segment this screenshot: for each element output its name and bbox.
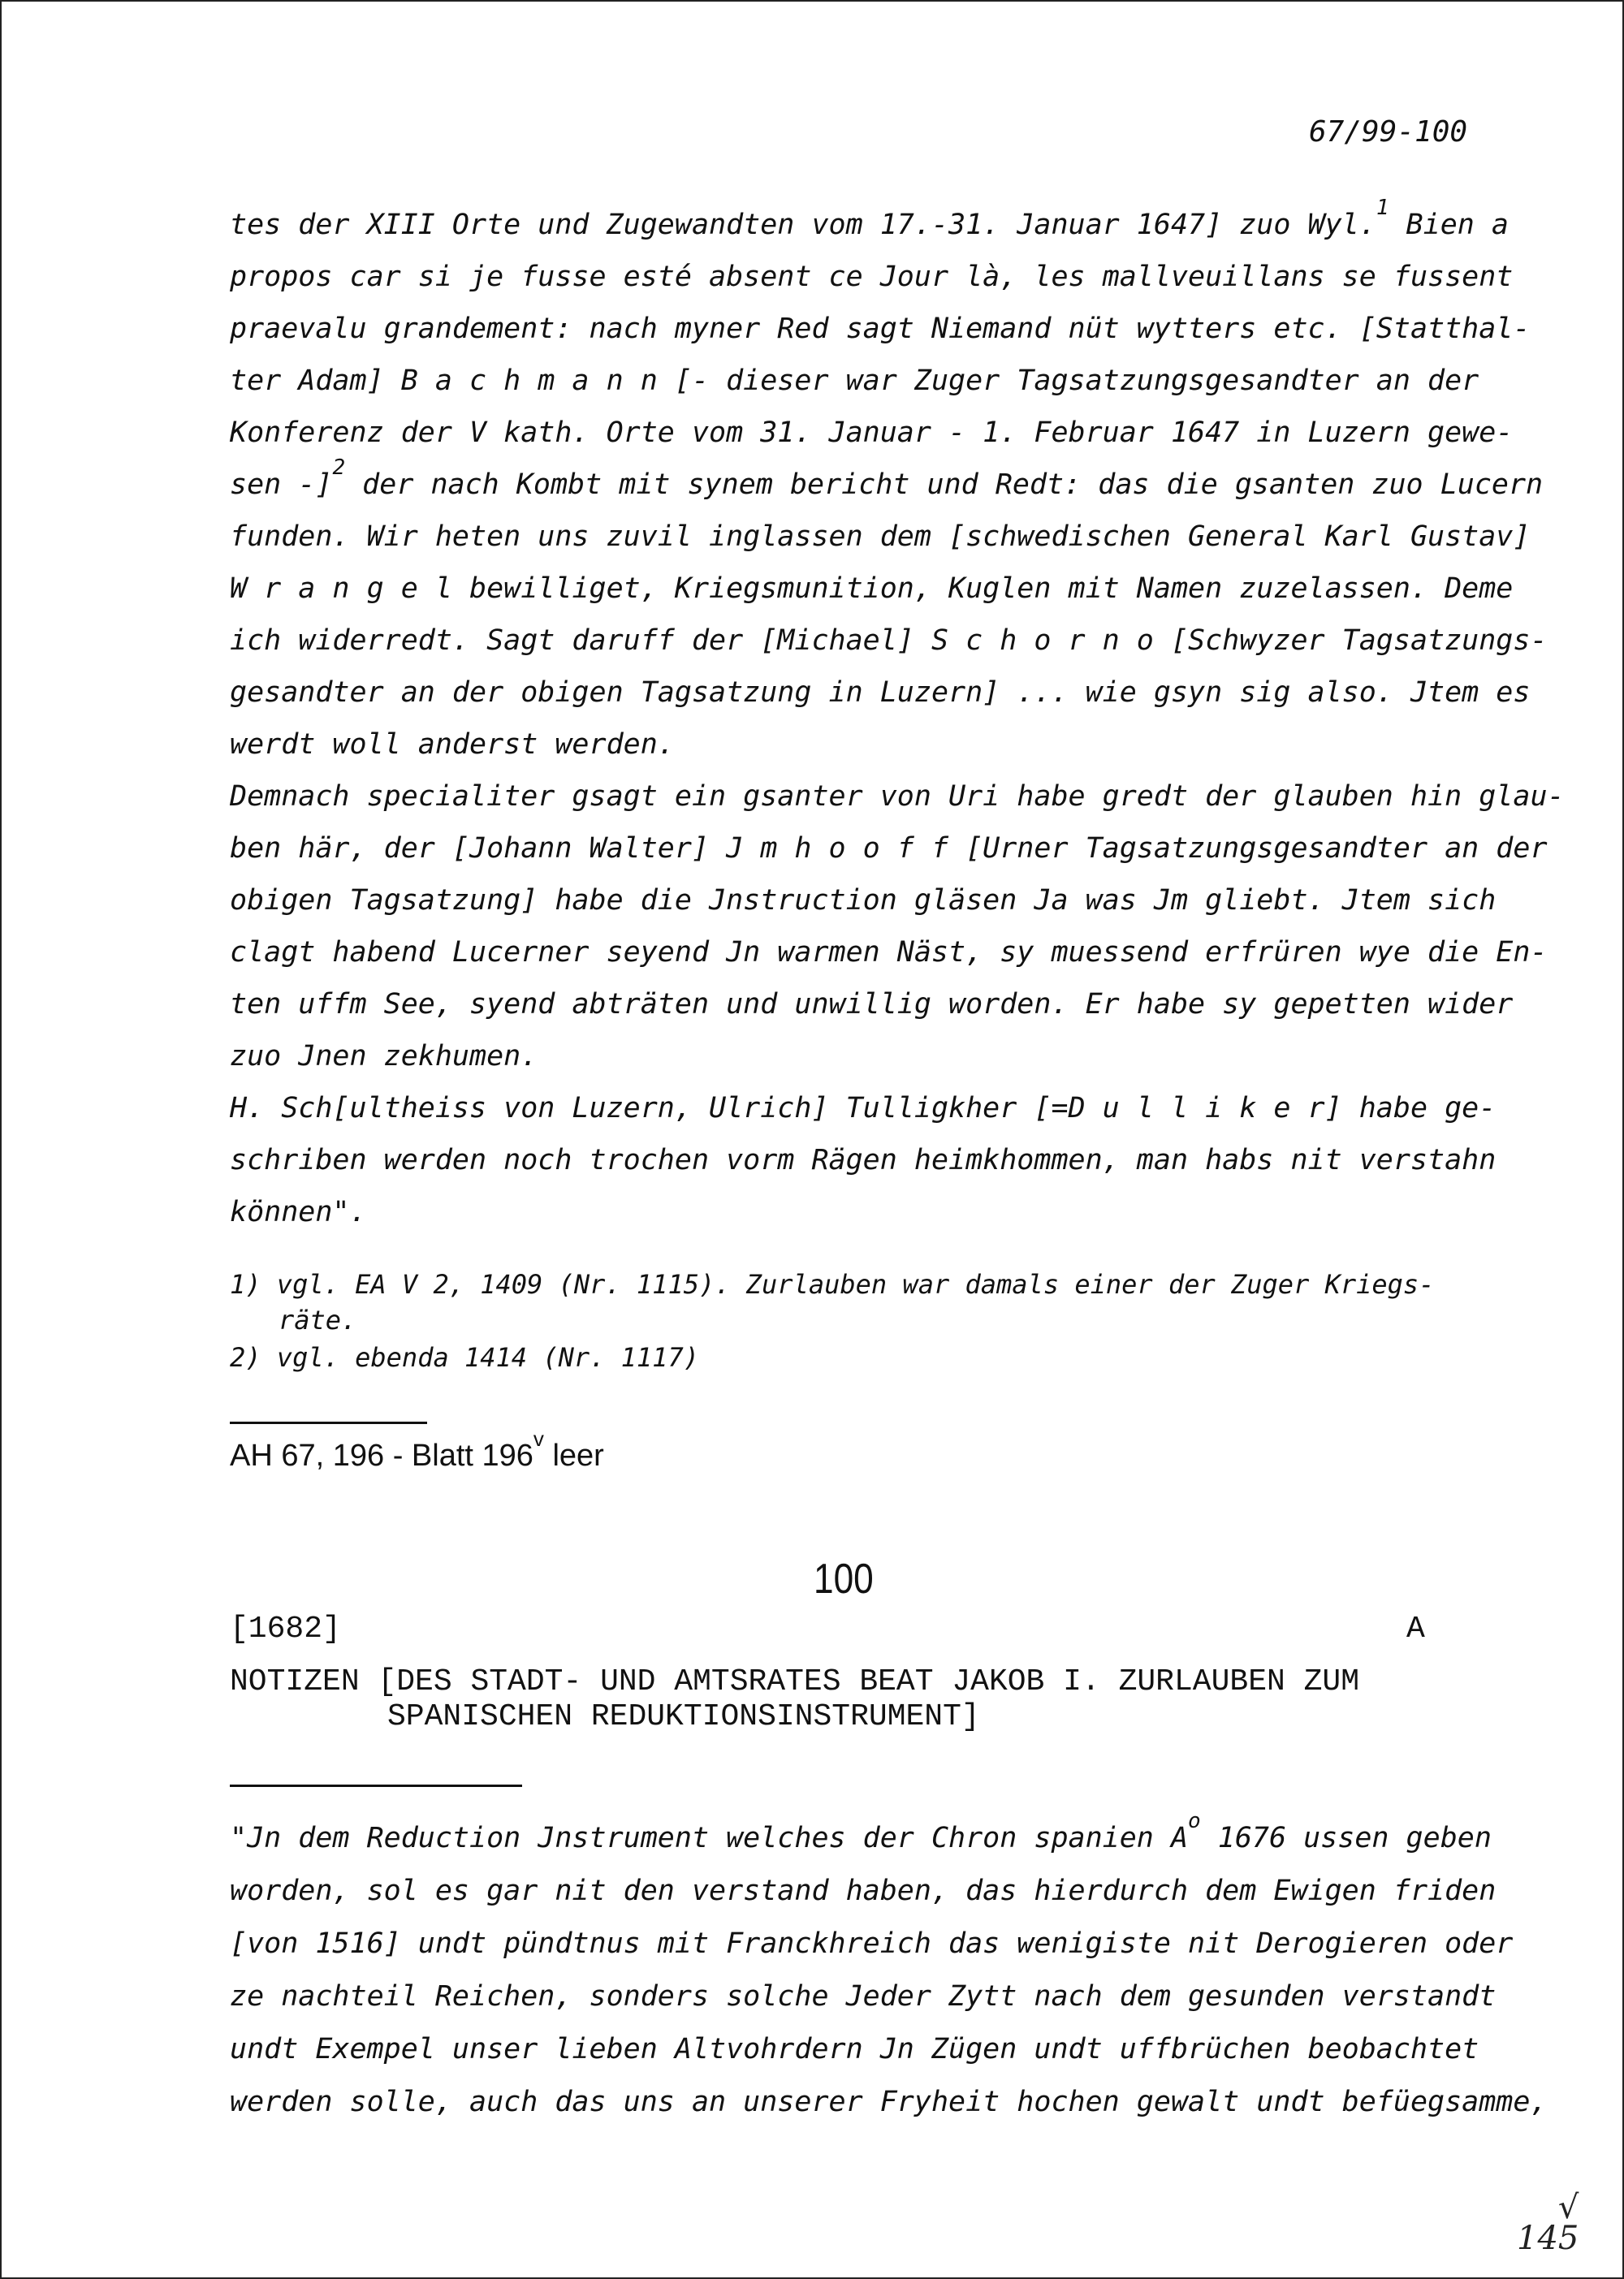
text-line: "Jn dem Reduction Jnstrument welches der Chron spanien $A^o$ 1676 ussen geben: [230, 1809, 1492, 1854]
footnote-ref: 2: [332, 455, 346, 480]
superscript: o: [1188, 1809, 1201, 1833]
handwritten-mark: √ 145: [1517, 2189, 1579, 2257]
document-number: 100: [814, 1556, 874, 1603]
document-heading: NOTIZEN [DES STADT- UND AMTSRATES BEAT JAKOB I. ZURLAUBEN ZUM: [230, 1664, 1360, 1699]
text-line: sen -]$^2$ der nach Kombt mit synem bericht und Redt: das die gsanten zuo Lucern: [230, 455, 1544, 501]
text-line: Konferenz der V kath. Orte vom 31. Januar - 1. Februar 1647 in Luzern gewe-: [230, 417, 1514, 449]
text-line: können".: [230, 1196, 367, 1228]
text-line: W r a n g e l bewilliget, Kriegsmunition, Kuglen mit Namen zuzelassen. Deme: [230, 572, 1514, 605]
footnote: 2) vgl. ebenda 1414 (Nr. 1117): [230, 1342, 699, 1373]
footnote-ref: 1: [1376, 196, 1389, 220]
separator-rule: [230, 1785, 522, 1787]
footnote-continuation: räte.: [279, 1305, 357, 1336]
text-line: worden, sol es gar nit den verstand haben, das hierdurch dem Ewigen friden: [230, 1875, 1497, 1907]
page-reference: 67/99-100: [1309, 115, 1468, 149]
text-line: zuo Jnen zekhumen.: [230, 1040, 538, 1073]
text-line: ben här, der [Johann Walter] J m h o o f f [Urner Tagsatzungsgesandter an der: [230, 832, 1548, 865]
separator-rule: [230, 1422, 427, 1424]
document-heading-continuation: SPANISCHEN REDUKTIONSINSTRUMENT]: [387, 1699, 980, 1734]
text-line: H. Sch[ultheiss von Luzern, Ulrich] Tulligkher [=D u l l i k e r] habe ge-: [230, 1092, 1497, 1124]
text-line: praevalu grandement: nach myner Red sagt Niemand nüt wytters etc. [Statthal-: [230, 313, 1531, 345]
text-line: Demnach specialiter gsagt ein gsanter von Uri habe gredt der glauben hin glau-: [230, 780, 1565, 813]
archive-reference: AH 67, 196 - Blatt 196$^v$ leer: [230, 1427, 604, 1473]
verso-mark: v: [533, 1427, 544, 1451]
text-line: funden. Wir heten uns zuvil inglassen dem [schwedischen General Karl Gustav]: [230, 520, 1531, 553]
text-line: ich widerredt. Sagt daruff der [Michael] S c h o r n o [Schwyzer Tagsatzungs-: [230, 624, 1548, 657]
text-line: gesandter an der obigen Tagsatzung in Luzern] ... wie gsyn sig also. Jtem es: [230, 676, 1531, 709]
text-line: undt Exempel unser lieben Altvohrdern Jn Zügen undt uffbrüchen beobachtet: [230, 2033, 1479, 2065]
text-line: ter Adam] B a c h m a n n [- dieser war Zuger Tagsatzungsgesandter an der: [230, 365, 1479, 397]
text-line: werdt woll anderst werden.: [230, 728, 675, 761]
text-line: ten uffm See, syend abträten und unwillig worden. Er habe sy gepetten wider: [230, 988, 1514, 1021]
text-line: propos car si je fusse esté absent ce Jour là, les mallveuillans se fussent: [230, 261, 1514, 293]
text-line: clagt habend Lucerner seyend Jn warmen Näst, sy muessend erfrüren wye die En-: [230, 936, 1548, 969]
text-line: [von 1516] undt pündtnus mit Franckhreich das wenigiste nit Derogieren oder: [230, 1927, 1514, 1960]
text-line: werden solle, auch das uns an unserer Fryheit hochen gewalt undt befüegsamme,: [230, 2086, 1548, 2118]
text-line: schriben werden noch trochen vorm Rägen heimkhommen, man habs nit verstahn: [230, 1144, 1497, 1176]
text-line: obigen Tagsatzung] habe die Jnstruction gläsen Ja was Jm gliebt. Jtem sich: [230, 884, 1497, 917]
text-line: ze nachteil Reichen, sonders solche Jeder Zytt nach dem gesunden verstandt: [230, 1980, 1497, 2013]
document-date: [1682]: [230, 1612, 341, 1647]
text-line: tes der XIII Orte und Zugewandten vom 17.-31. Januar 1647] zuo Wyl.$^1$ Bien a: [230, 196, 1509, 241]
footnote: 1) vgl. EA V 2, 1409 (Nr. 1115). Zurlauben war damals einer der Zuger Kriegs-: [230, 1269, 1435, 1300]
document-type: A: [1406, 1612, 1425, 1647]
